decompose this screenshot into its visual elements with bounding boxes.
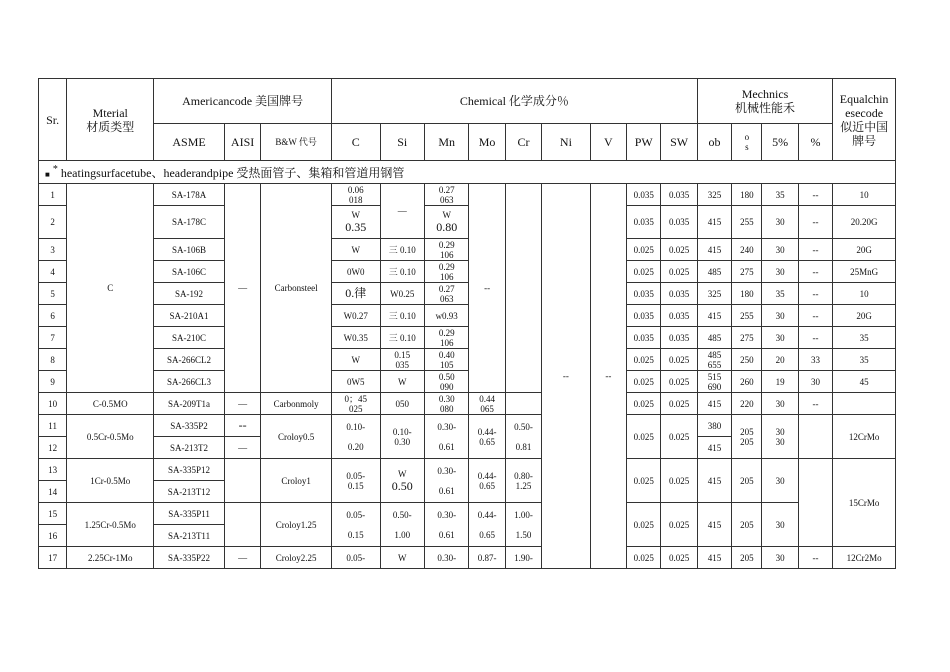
cell-cr: 1.00- 1.50 — [505, 503, 541, 547]
cell-mn: 0.50 090 — [424, 371, 468, 393]
cell-p: 0.035 — [627, 206, 661, 239]
cell-aisi: -- — [224, 415, 260, 437]
cell-d5: 30 — [762, 503, 798, 547]
cell-c: W0.35 — [332, 327, 381, 349]
cell-os: 205 — [732, 547, 762, 569]
header-equal-en-2: esecode — [845, 105, 884, 120]
header-os-2: s — [745, 142, 749, 152]
header-mechanics-cn: 机械性能禾 — [735, 101, 796, 115]
header-bw: B&W 代号 — [261, 124, 332, 161]
header-chemical: Chemical 化学成分％ — [332, 79, 698, 124]
cell-d5: 30 — [762, 547, 798, 569]
cell-d5: 30 — [762, 261, 798, 283]
header-sr: Sr. — [39, 79, 67, 161]
cell-mo: -- — [469, 184, 505, 393]
cell-d5: 30 — [762, 206, 798, 239]
cell-bw: Croloy2.25 — [261, 547, 332, 569]
cell-s: 0.025 — [661, 503, 697, 547]
header-asme: ASME — [154, 124, 225, 161]
cell-ob: 415 — [697, 437, 731, 459]
cell-e: -- — [798, 547, 832, 569]
cell-asme: SA-213T11 — [154, 525, 225, 547]
cell-p: 0.025 — [627, 261, 661, 283]
cell-e: -- — [798, 206, 832, 239]
cell-os: 180 — [732, 283, 762, 305]
cell-ob: 415 — [697, 503, 731, 547]
cell-e: -- — [798, 239, 832, 261]
cell-sr: 2 — [39, 206, 67, 239]
table-row — [39, 503, 896, 525]
header-mn: Mn — [424, 124, 468, 161]
cell-mn: 0.30- — [424, 547, 468, 569]
cell-cn: 12CrMo — [833, 415, 896, 459]
cell-p: 0.025 — [627, 459, 661, 503]
header-ob: ob — [697, 124, 731, 161]
cell-cr: 0.80- 1.25 — [505, 459, 541, 503]
cell-mn: 0.29 106 — [424, 261, 468, 283]
cell-s: 0.035 — [661, 184, 697, 206]
cell-d5: 35 — [762, 283, 798, 305]
cell-cn: 20G — [833, 239, 896, 261]
cell-d5: 30 — [762, 459, 798, 503]
bullet-square-icon: ■ — [45, 169, 50, 179]
cell-sr: 5 — [39, 283, 67, 305]
cell-e: -- — [798, 283, 832, 305]
header-ni: Ni — [542, 124, 591, 161]
cell-c: W0.27 — [332, 305, 381, 327]
cell-ob: 415 — [697, 393, 731, 415]
table-row — [39, 261, 896, 283]
header-os — [732, 124, 762, 161]
cell-s: 0.025 — [661, 371, 697, 393]
cell-mn-b: 0.80 — [436, 220, 458, 234]
cell-ob: 325 — [697, 283, 731, 305]
cell-asme: SA-106B — [154, 239, 225, 261]
cell-ob: 515 690 — [697, 371, 731, 393]
table-row — [39, 547, 896, 569]
cell-d5: 30 — [762, 393, 798, 415]
cell-c: 0.律 — [332, 283, 381, 305]
cell-mn: 0.29 106 — [424, 327, 468, 349]
cell-cn — [833, 393, 896, 415]
cell-d5: 19 — [762, 371, 798, 393]
cell-mn — [424, 206, 468, 239]
cell-cn: 12Cr2Mo — [833, 547, 896, 569]
cell-asme: SA-106C — [154, 261, 225, 283]
cell-material: C — [67, 184, 154, 393]
cell-c-b: 0.35 — [345, 220, 367, 234]
steel-grade-table — [38, 78, 896, 569]
cell-sr: 3 — [39, 239, 67, 261]
table-row — [39, 459, 896, 481]
cell-material: 0.5Cr-0.5Mo — [67, 415, 154, 459]
cell-sr: 7 — [39, 327, 67, 349]
cell-mo: 0.44- 0.65 — [469, 503, 505, 547]
cell-cn: 45 — [833, 371, 896, 393]
table-row — [39, 305, 896, 327]
cell-si: — — [380, 184, 424, 239]
cell-p: 0.025 — [627, 547, 661, 569]
cell-s: 0.025 — [661, 415, 697, 459]
cell-mn: 0.40 105 — [424, 349, 468, 371]
cell-e: -- — [798, 184, 832, 206]
cell-asme: SA-192 — [154, 283, 225, 305]
table-row — [39, 283, 896, 305]
cell-si: W — [380, 547, 424, 569]
cell-mo: 0.87- — [469, 547, 505, 569]
cell-asme: SA-266CL2 — [154, 349, 225, 371]
cell-s: 0.035 — [661, 283, 697, 305]
header-equal-en-1: Equalchin — [839, 91, 889, 106]
cell-si: 050 — [380, 393, 424, 415]
cell-material: 1.25Cr-0.5Mo — [67, 503, 154, 547]
cell-os: 180 — [732, 184, 762, 206]
cell-material: 2.25Cr-1Mo — [67, 547, 154, 569]
cell-s: 0.035 — [661, 327, 697, 349]
cell-c — [332, 206, 381, 239]
section-heading — [39, 161, 896, 184]
cell-d5: 20 — [762, 349, 798, 371]
table-row — [39, 393, 896, 415]
table-row — [39, 415, 896, 437]
cell-aisi: — — [224, 184, 260, 393]
cell-aisi: — — [224, 393, 260, 415]
cell-os: 220 — [732, 393, 762, 415]
cell-ob: 415 — [697, 459, 731, 503]
cell-s: 0.025 — [661, 459, 697, 503]
cell-cr — [505, 393, 541, 415]
cell-ob: 415 — [697, 206, 731, 239]
header-pct: % — [798, 124, 832, 161]
cell-sr: 15 — [39, 503, 67, 525]
cell-sr: 10 — [39, 393, 67, 415]
cell-sr: 8 — [39, 349, 67, 371]
cell-ob: 415 — [697, 239, 731, 261]
cell-mn: 0.30- 0.61 — [424, 503, 468, 547]
cell-mn: 0.27 063 — [424, 283, 468, 305]
cell-sr: 17 — [39, 547, 67, 569]
cell-mo: 0.44 065 — [469, 393, 505, 415]
cell-cn: 15CrMo — [833, 459, 896, 547]
cell-material: C-0.5MO — [67, 393, 154, 415]
cell-e: -- — [798, 327, 832, 349]
table-row — [39, 184, 896, 206]
table-row — [39, 371, 896, 393]
cell-e: -- — [798, 393, 832, 415]
cell-os: 205 — [732, 459, 762, 503]
cell-asme: SA-213T12 — [154, 481, 225, 503]
cell-os: 275 — [732, 261, 762, 283]
cell-p: 0.025 — [627, 393, 661, 415]
cell-c: W — [332, 349, 381, 371]
cell-cn: 20.20G — [833, 206, 896, 239]
cell-asme: SA-335P11 — [154, 503, 225, 525]
cell-ob: 415 — [697, 305, 731, 327]
cell-s: 0.035 — [661, 206, 697, 239]
cell-e — [798, 415, 832, 459]
cell-d5: 30 — [762, 239, 798, 261]
cell-mo: 0.44- 0.65 — [469, 459, 505, 503]
header-equal-code — [833, 79, 896, 161]
cell-sr: 1 — [39, 184, 67, 206]
cell-bw: Carbonmoly — [261, 393, 332, 415]
cell-si: 三 0.10 — [380, 261, 424, 283]
table-row — [39, 206, 896, 239]
cell-p: 0.025 — [627, 415, 661, 459]
header-mechanics-en: Mechnics — [741, 87, 789, 101]
cell-sr: 4 — [39, 261, 67, 283]
cell-asme: SA-210C — [154, 327, 225, 349]
cell-e: -- — [798, 305, 832, 327]
cell-bw: Croloy1.25 — [261, 503, 332, 547]
cell-s: 0.025 — [661, 261, 697, 283]
cell-os: 255 — [732, 305, 762, 327]
cell-asme: SA-335P2 — [154, 415, 225, 437]
cell-si-b: 0.50 — [391, 478, 413, 493]
cell-material: 1Cr-0.5Mo — [67, 459, 154, 503]
cell-os: 205 205 — [732, 415, 762, 459]
cell-d5: 30 30 — [762, 415, 798, 459]
cell-os: 240 — [732, 239, 762, 261]
cell-aisi — [224, 503, 260, 547]
cell-p: 0.035 — [627, 184, 661, 206]
cell-cn: 10 — [833, 184, 896, 206]
cell-os: 275 — [732, 327, 762, 349]
cell-si: 三 0.10 — [380, 239, 424, 261]
cell-sr: 13 — [39, 459, 67, 481]
header-american-code: Americancode 美国牌号 — [154, 79, 332, 124]
cell-asme: SA-210A1 — [154, 305, 225, 327]
cell-si — [380, 459, 424, 503]
cell-os: 260 — [732, 371, 762, 393]
cell-c: 0.05- — [332, 547, 381, 569]
cell-c: 0.10- 0.20 — [332, 415, 381, 459]
cell-ni: -- — [542, 184, 591, 569]
cell-ob: 415 — [697, 547, 731, 569]
cell-cn: 10 — [833, 283, 896, 305]
cell-c: 0W5 — [332, 371, 381, 393]
header-mo: Mo — [469, 124, 505, 161]
cell-aisi: — — [224, 547, 260, 569]
cell-p: 0.035 — [627, 327, 661, 349]
cell-sr: 12 — [39, 437, 67, 459]
cell-ob: 485 655 — [697, 349, 731, 371]
section-title: heatingsurfacetube、headerandpipe 受热面管子、集箱和管道用钢管 — [60, 165, 405, 180]
cell-c: 0.05- 0.15 — [332, 503, 381, 547]
cell-bw: Croloy0.5 — [261, 415, 332, 459]
cell-sr: 16 — [39, 525, 67, 547]
cell-p: 0.035 — [627, 283, 661, 305]
cell-aisi: — — [224, 437, 260, 459]
cell-mn: 0.27 063 — [424, 184, 468, 206]
header-equal-cn-1: 似近中国 — [840, 119, 889, 134]
section-star: * — [52, 163, 58, 175]
cell-asme: SA-335P22 — [154, 547, 225, 569]
cell-si: W — [380, 371, 424, 393]
cell-cn: 20G — [833, 305, 896, 327]
cell-si: 0.10- 0.30 — [380, 415, 424, 459]
table-row — [39, 239, 896, 261]
header-s: SW — [661, 124, 697, 161]
cell-c: 0W0 — [332, 261, 381, 283]
cell-si-a: W — [397, 468, 407, 479]
table-row — [39, 327, 896, 349]
cell-e: -- — [798, 261, 832, 283]
header-c: C — [332, 124, 381, 161]
cell-sr: 11 — [39, 415, 67, 437]
header-equal-cn-2: 牌号 — [852, 133, 877, 148]
cell-asme: SA-209T1a — [154, 393, 225, 415]
cell-sr: 14 — [39, 481, 67, 503]
cell-s: 0.035 — [661, 305, 697, 327]
cell-cr: 1.90- — [505, 547, 541, 569]
cell-bw: Carbonsteel — [261, 184, 332, 393]
table-row — [39, 349, 896, 371]
cell-cr: 0.50- 0.81 — [505, 415, 541, 459]
cell-cn: 35 — [833, 327, 896, 349]
cell-p: 0.025 — [627, 503, 661, 547]
cell-asme: SA-266CL3 — [154, 371, 225, 393]
cell-os: 250 — [732, 349, 762, 371]
cell-s: 0.025 — [661, 239, 697, 261]
cell-si: 0.50- 1.00 — [380, 503, 424, 547]
cell-ob: 380 — [697, 415, 731, 437]
cell-asme: SA-178A — [154, 184, 225, 206]
cell-c: 0；45 025 — [332, 393, 381, 415]
cell-os: 255 — [732, 206, 762, 239]
cell-aisi — [224, 459, 260, 503]
cell-d5: 30 — [762, 327, 798, 349]
cell-s: 0.025 — [661, 349, 697, 371]
header-material-cn: 材质类型 — [86, 119, 135, 134]
cell-e: 30 — [798, 371, 832, 393]
header-material — [67, 79, 154, 161]
cell-si: 三 0.10 — [380, 305, 424, 327]
cell-s: 0.025 — [661, 393, 697, 415]
cell-asme: SA-213T2 — [154, 437, 225, 459]
header-v: V — [590, 124, 626, 161]
cell-mn: 0.30- 0.61 — [424, 415, 468, 459]
header-mechanics — [697, 79, 832, 124]
header-si: Si — [380, 124, 424, 161]
cell-e — [798, 459, 832, 547]
cell-c-a: W — [351, 210, 361, 220]
cell-asme: SA-178C — [154, 206, 225, 239]
cell-c: 0.06 018 — [332, 184, 381, 206]
cell-sr: 6 — [39, 305, 67, 327]
cell-ob: 485 — [697, 327, 731, 349]
cell-cn: 25MnG — [833, 261, 896, 283]
cell-c: 0.05- 0.15 — [332, 459, 381, 503]
header-cr: Cr — [505, 124, 541, 161]
cell-cn: 35 — [833, 349, 896, 371]
cell-mn: w0.93 — [424, 305, 468, 327]
cell-cr — [505, 184, 541, 393]
cell-asme: SA-335P12 — [154, 459, 225, 481]
cell-p: 0.025 — [627, 349, 661, 371]
header-aisi: AISI — [224, 124, 260, 161]
cell-si: W0.25 — [380, 283, 424, 305]
cell-p: 0.035 — [627, 305, 661, 327]
cell-si: 三 0.10 — [380, 327, 424, 349]
cell-ob: 485 — [697, 261, 731, 283]
header-material-en: Mterial — [92, 105, 128, 120]
cell-mn-a: W — [442, 210, 451, 220]
cell-s: 0.025 — [661, 547, 697, 569]
cell-sr: 9 — [39, 371, 67, 393]
header-5pct: 5% — [762, 124, 798, 161]
cell-p: 0.025 — [627, 371, 661, 393]
cell-bw: Croloy1 — [261, 459, 332, 503]
cell-ob: 325 — [697, 184, 731, 206]
cell-d5: 35 — [762, 184, 798, 206]
header-os-1: o — [744, 132, 750, 142]
cell-mn: 0.29 106 — [424, 239, 468, 261]
cell-d5: 30 — [762, 305, 798, 327]
cell-p: 0.025 — [627, 239, 661, 261]
cell-mn: 0.30- 0.61 — [424, 459, 468, 503]
cell-os: 205 — [732, 503, 762, 547]
header-p: PW — [627, 124, 661, 161]
cell-mo: 0.44- 0.65 — [469, 415, 505, 459]
cell-c: W — [332, 239, 381, 261]
cell-v: -- — [590, 184, 626, 569]
cell-mn: 0.30 080 — [424, 393, 468, 415]
cell-si: 0.15 035 — [380, 349, 424, 371]
cell-e: 33 — [798, 349, 832, 371]
